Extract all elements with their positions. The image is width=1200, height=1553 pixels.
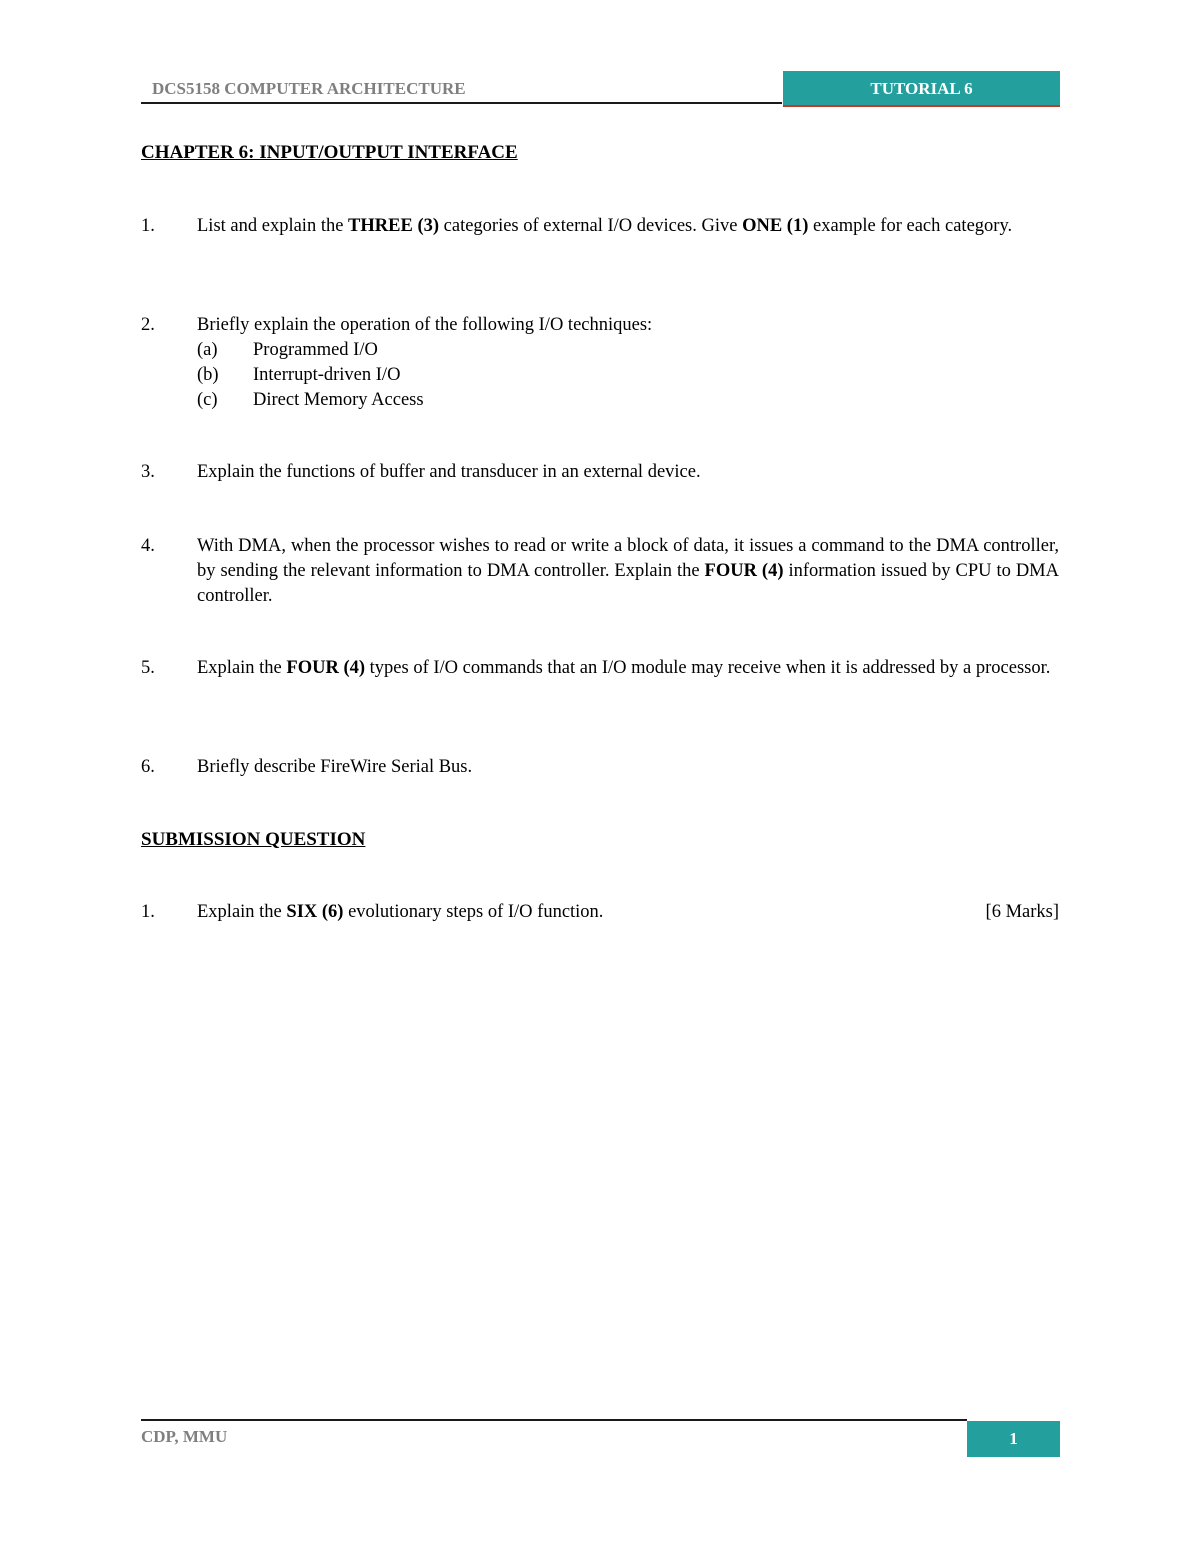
question-text: Explain the SIX (6) evolutionary steps of I/O function. (197, 902, 604, 922)
question-number: 2. (141, 315, 155, 335)
question-text: List and explain the THREE (3) categories of external I/O devices. Give ONE (1) example for each category. (197, 216, 1013, 236)
question-number: 3. (141, 462, 155, 482)
question-text: With DMA, when the processor wishes to read or write a block of data, it issues a command to the DMA controller, by sending the relevant information to DMA controller. Explain the FOUR (4) information issued by CPU to DMA controller. (197, 536, 1059, 606)
question-2 (141, 313, 1059, 413)
question-text: Explain the FOUR (4) types of I/O commands that an I/O module may receive when it is addressed by a processor. (197, 658, 1051, 678)
footer-organization: CDP, MMU (141, 1427, 228, 1446)
course-title: DCS5158 COMPUTER ARCHITECTURE (141, 71, 782, 104)
question-4 (141, 534, 1059, 609)
question-number: 1. (141, 216, 155, 236)
list-item-text: Direct Memory Access (253, 390, 424, 410)
list-item (197, 338, 1059, 363)
chapter-title: CHAPTER 6: INPUT/OUTPUT INTERFACE (141, 142, 518, 163)
question-6 (141, 755, 1059, 780)
submission-title: SUBMISSION QUESTION (141, 829, 366, 850)
question-text: Briefly explain the operation of the following I/O techniques: (a) Programmed I/O (b) Interrupt-driven I/O (c) Direct Memory Access (197, 313, 1059, 413)
page-number: 1 (967, 1421, 1060, 1457)
list-item-letter: (b) (197, 365, 219, 385)
page-header (141, 71, 1060, 107)
list-item (197, 363, 1059, 388)
tutorial-label: TUTORIAL 6 (783, 71, 1060, 107)
question-number: 6. (141, 757, 155, 777)
question-text: Briefly describe FireWire Serial Bus. (197, 757, 473, 777)
question-number: 5. (141, 658, 155, 678)
list-item-text: Interrupt-driven I/O (253, 365, 401, 385)
question-number: 4. (141, 536, 155, 556)
list-item-letter: (a) (197, 340, 218, 360)
question-text: Explain the functions of buffer and transducer in an external device. (197, 462, 701, 482)
list-item-letter: (c) (197, 390, 218, 410)
question-1 (141, 214, 1059, 239)
marks-label: [6 Marks] (985, 902, 1059, 922)
list-item (197, 388, 1059, 413)
question-5 (141, 656, 1059, 681)
list-item-text: Programmed I/O (253, 340, 378, 360)
footer-divider (141, 1419, 967, 1421)
submission-question (141, 900, 1059, 925)
page-footer (141, 1419, 1060, 1457)
question-3 (141, 460, 1059, 485)
question-number: 1. (141, 902, 155, 922)
